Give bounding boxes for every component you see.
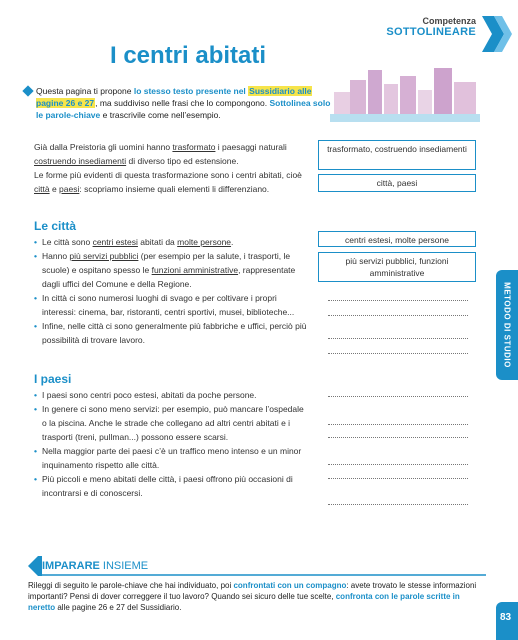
paesi-list — [34, 388, 309, 500]
paesi-bullet-4: • Più piccoli e meno abitati delle città, i paesi offrono più occasioni di incontrarsi e di conoscersi. — [34, 472, 309, 500]
intro-text-6: e trascrivile come nell’esempio. — [100, 110, 221, 120]
write-line[interactable] — [328, 478, 468, 479]
intro-highlight: Sussidiario alle pagine 26 e 27 — [36, 86, 312, 108]
intro-text-4: , ma suddiviso nelle frasi che lo compongono. — [95, 98, 270, 108]
chevron-arrows-icon — [482, 16, 512, 52]
answer-box-4[interactable]: più servizi pubblici, funzioni amministrative — [318, 252, 476, 282]
city-skyline-illustration — [330, 62, 480, 122]
paragraph-1-line-a: Già dalla Preistoria gli uomini hanno trasformato i paesaggi naturali costruendo insediamenti di diverso tipo ed estensione. — [34, 142, 287, 166]
intro-text-5: Sottolinea solo le parole-chiave — [36, 98, 331, 120]
imparare-label: IMPARARE INSIEME — [42, 560, 149, 572]
write-line[interactable] — [328, 338, 468, 339]
page-title: I centri abitati — [110, 42, 267, 69]
imparare-text: Rileggi di seguito le parole-chiave che hai individuato, poi confrontati con un compagno: avete trovato le stesse informazioni importanti? Pensi di dover correggere il tuo lavoro? Quando sei sicuro delle tue scelte, confronta con le parole scritte in neretto alle pagine 26 e 27 del Sussidiario. — [28, 581, 477, 612]
diamond-bullet-icon — [22, 85, 33, 96]
page-number-tab — [496, 602, 518, 640]
intro-paragraph — [34, 140, 309, 196]
intro-text-2: lo stesso testo presente nel — [133, 86, 249, 96]
write-line[interactable] — [328, 437, 468, 438]
page-number: 83 — [500, 612, 512, 623]
write-line[interactable] — [328, 396, 468, 397]
heading-paesi: I paesi — [34, 372, 72, 386]
write-line[interactable] — [328, 464, 468, 465]
competence-label: Competenza — [422, 16, 476, 26]
answer-box-2[interactable]: città, paesi — [318, 174, 476, 192]
paesi-bullet-1: • I paesi sono centri poco estesi, abitati da poche persone. — [34, 388, 309, 402]
write-line[interactable] — [328, 353, 468, 354]
side-tab-metodo — [496, 270, 518, 380]
side-tab-label: METODO DI STUDIO — [502, 282, 512, 368]
answer-box-3[interactable]: centri estesi, molte persone — [318, 231, 476, 247]
write-line[interactable] — [328, 315, 468, 316]
write-line[interactable] — [328, 300, 468, 301]
heading-citta: Le città — [34, 219, 77, 233]
competence-header — [386, 16, 476, 38]
citta-bullet-4: • Infine, nelle città ci sono generalmente più fabbriche e uffici, perciò più possibilità di trovare lavoro. — [34, 319, 309, 347]
intro-instructions — [36, 85, 331, 121]
citta-bullet-1: • Le città sono centri estesi abitati da molte persone. — [34, 235, 309, 249]
intro-text-1: Questa pagina ti propone — [36, 86, 134, 96]
answer-box-1[interactable]: trasformato, costruendo insediamenti — [318, 140, 476, 170]
citta-list — [34, 235, 309, 347]
competence-name: SOTTOLINEARE — [386, 26, 476, 38]
write-line[interactable] — [328, 424, 468, 425]
write-line[interactable] — [328, 504, 468, 505]
citta-bullet-2: • Hanno più servizi pubblici (per esempio per la salute, i trasporti, le scuole) e ospitano spesso le funzioni amministrative, rappresentate dagli uffici del Comune e della Regione. — [34, 249, 309, 291]
citta-bullet-3: • In città ci sono numerosi luoghi di svago e per coltivare i propri interessi: cinema, bar, ristoranti, centri sportivi, musei, biblioteche... — [34, 291, 309, 319]
paesi-bullet-2: • In genere ci sono meno servizi: per esempio, può mancare l’ospedale o la piscina. Anche le strade che collegano ad altri centri abitati e i trasporti (treni, pullman...) possono essere scarsi. — [34, 402, 309, 444]
paesi-bullet-3: • Nella maggior parte dei paesi c’è un traffico meno intenso e un minor inquinamento rispetto alle città. — [34, 444, 309, 472]
paragraph-1-line-b: Le forme più evidenti di questa trasformazione sono i centri abitati, cioè città e paesi: scopriamo insieme quali elementi li differenziano. — [34, 170, 302, 194]
